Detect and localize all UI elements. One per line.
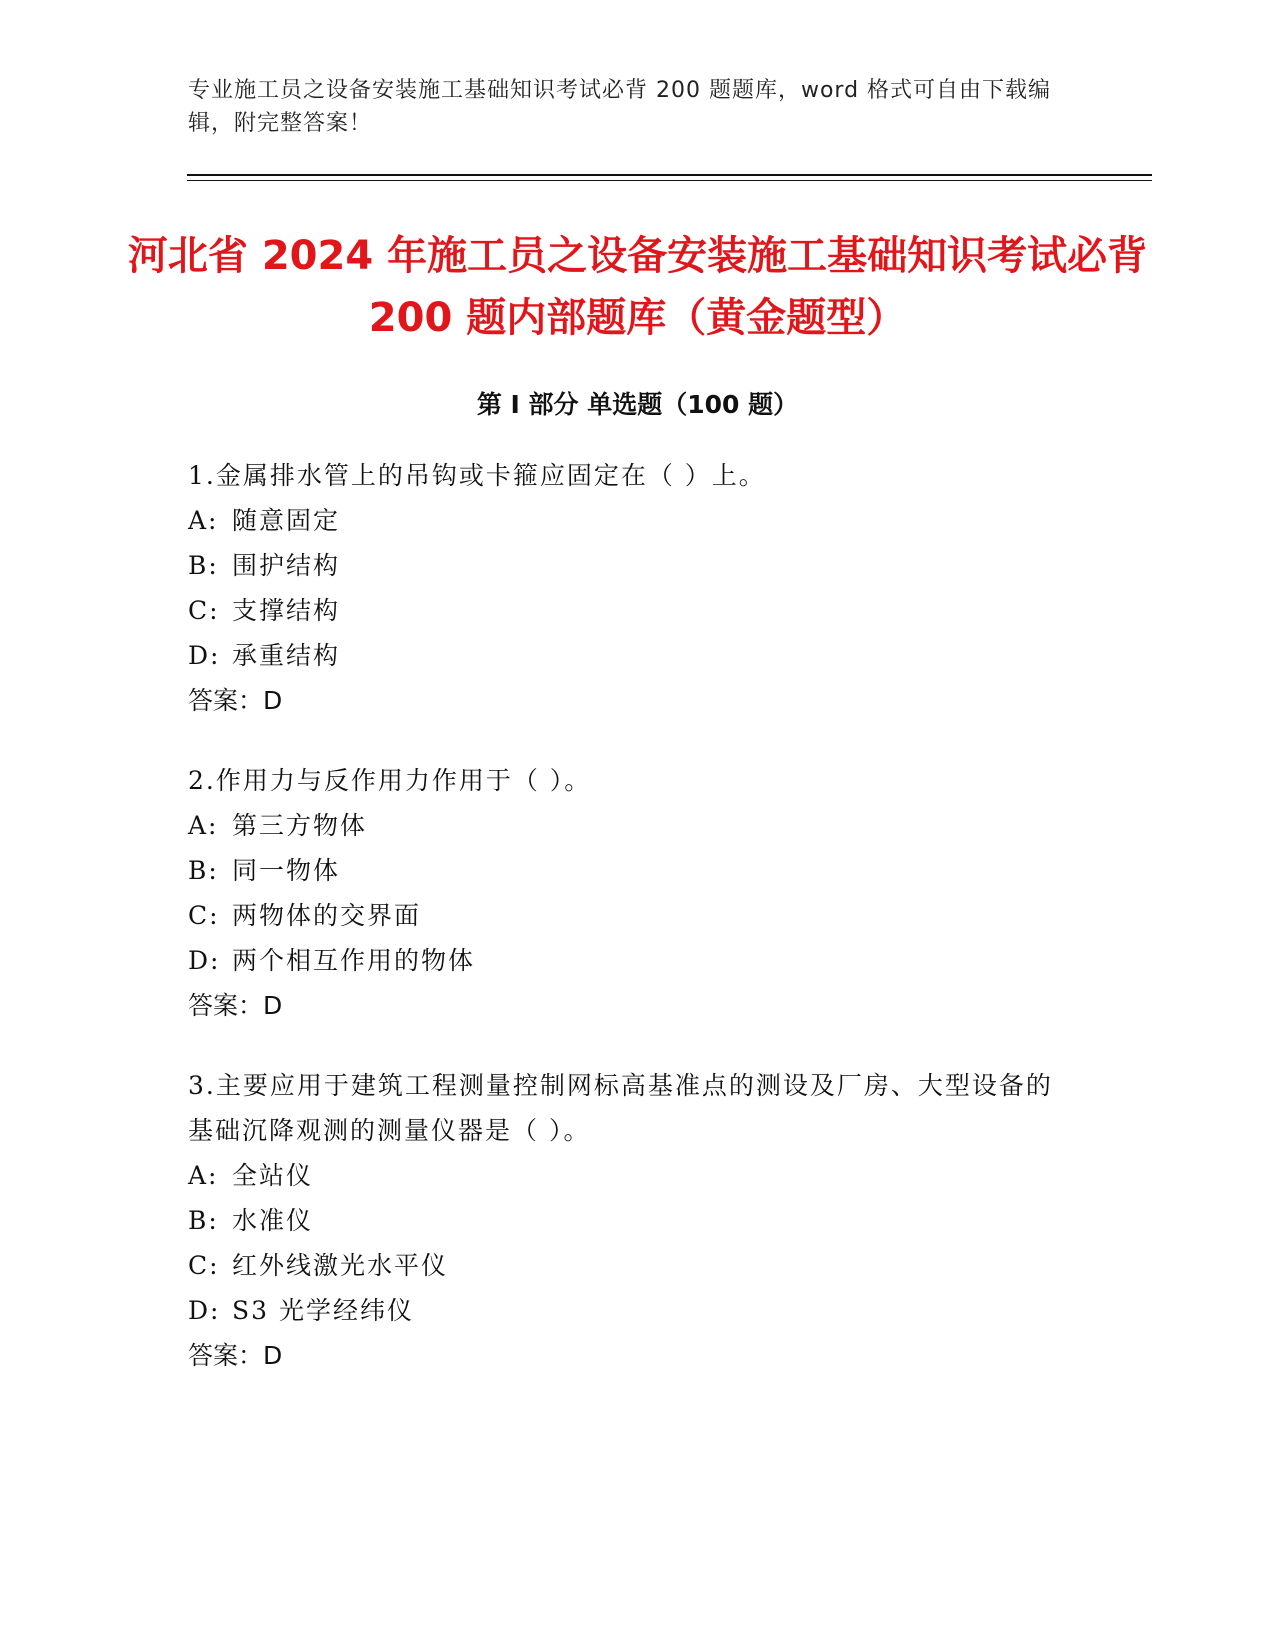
option-text: 同一物体: [232, 856, 341, 885]
option-d: [188, 633, 1088, 678]
option-c: [188, 1243, 1068, 1288]
option-text: 两个相互作用的物体: [232, 946, 476, 975]
answer: 答案：D: [188, 991, 283, 1020]
option-key: B:: [188, 1206, 219, 1235]
answer: 答案：D: [188, 1341, 283, 1370]
option-key: A:: [188, 1161, 219, 1190]
option-key: B:: [188, 551, 219, 580]
option-text: 全站仪: [232, 1161, 314, 1190]
option-key: C:: [188, 596, 220, 625]
option-text: 红外线激光水平仪: [232, 1251, 449, 1280]
question-2: [188, 758, 1088, 1028]
section-title: 第 I 部分 单选题（100 题）: [476, 390, 799, 419]
option-text: 第三方物体: [232, 811, 368, 840]
header-note: 专业施工员之设备安装施工基础知识考试必背 200 题题库，word 格式可自由下载编辑，附完整答案！: [188, 78, 1052, 136]
option-text: 支撑结构: [232, 596, 341, 625]
question-text: 2.作用力与反作用力作用于（ ）。: [188, 766, 592, 795]
option-d: [188, 938, 1088, 983]
option-key: A:: [188, 506, 219, 535]
header-divider-thin: [187, 180, 1152, 181]
option-b: [188, 543, 1088, 588]
option-key: D:: [188, 641, 221, 670]
document-title: 河北省 2024 年施工员之设备安装施工基础知识考试必背 200 题内部题库（黄金题型）: [127, 233, 1148, 341]
option-text: 随意固定: [232, 506, 341, 535]
option-b: [188, 1198, 1068, 1243]
option-c: [188, 893, 1088, 938]
question-text: 3.主要应用于建筑工程测量控制网标高基准点的测设及厂房、大型设备的基础沉降观测的测量仪器是（ ）。: [188, 1071, 1053, 1145]
question-1: [188, 453, 1088, 723]
option-a: [188, 498, 1088, 543]
option-key: D:: [188, 1296, 221, 1325]
option-d: [188, 1288, 1068, 1333]
question-text: 1.金属排水管上的吊钩或卡箍应固定在（ ）上。: [188, 461, 766, 490]
question-3: [188, 1063, 1068, 1378]
option-a: [188, 1153, 1068, 1198]
option-a: [188, 803, 1088, 848]
option-text: 承重结构: [232, 641, 341, 670]
option-text: 两物体的交界面: [232, 901, 422, 930]
option-key: C:: [188, 901, 220, 930]
option-b: [188, 848, 1088, 893]
answer: 答案：D: [188, 686, 283, 715]
option-key: A:: [188, 811, 219, 840]
option-key: B:: [188, 856, 219, 885]
option-text: S3 光学经纬仪: [232, 1296, 414, 1325]
header-divider-thick: [187, 174, 1152, 176]
option-key: C:: [188, 1251, 220, 1280]
option-key: D:: [188, 946, 221, 975]
option-c: [188, 588, 1088, 633]
option-text: 围护结构: [232, 551, 341, 580]
option-text: 水准仪: [232, 1206, 314, 1235]
